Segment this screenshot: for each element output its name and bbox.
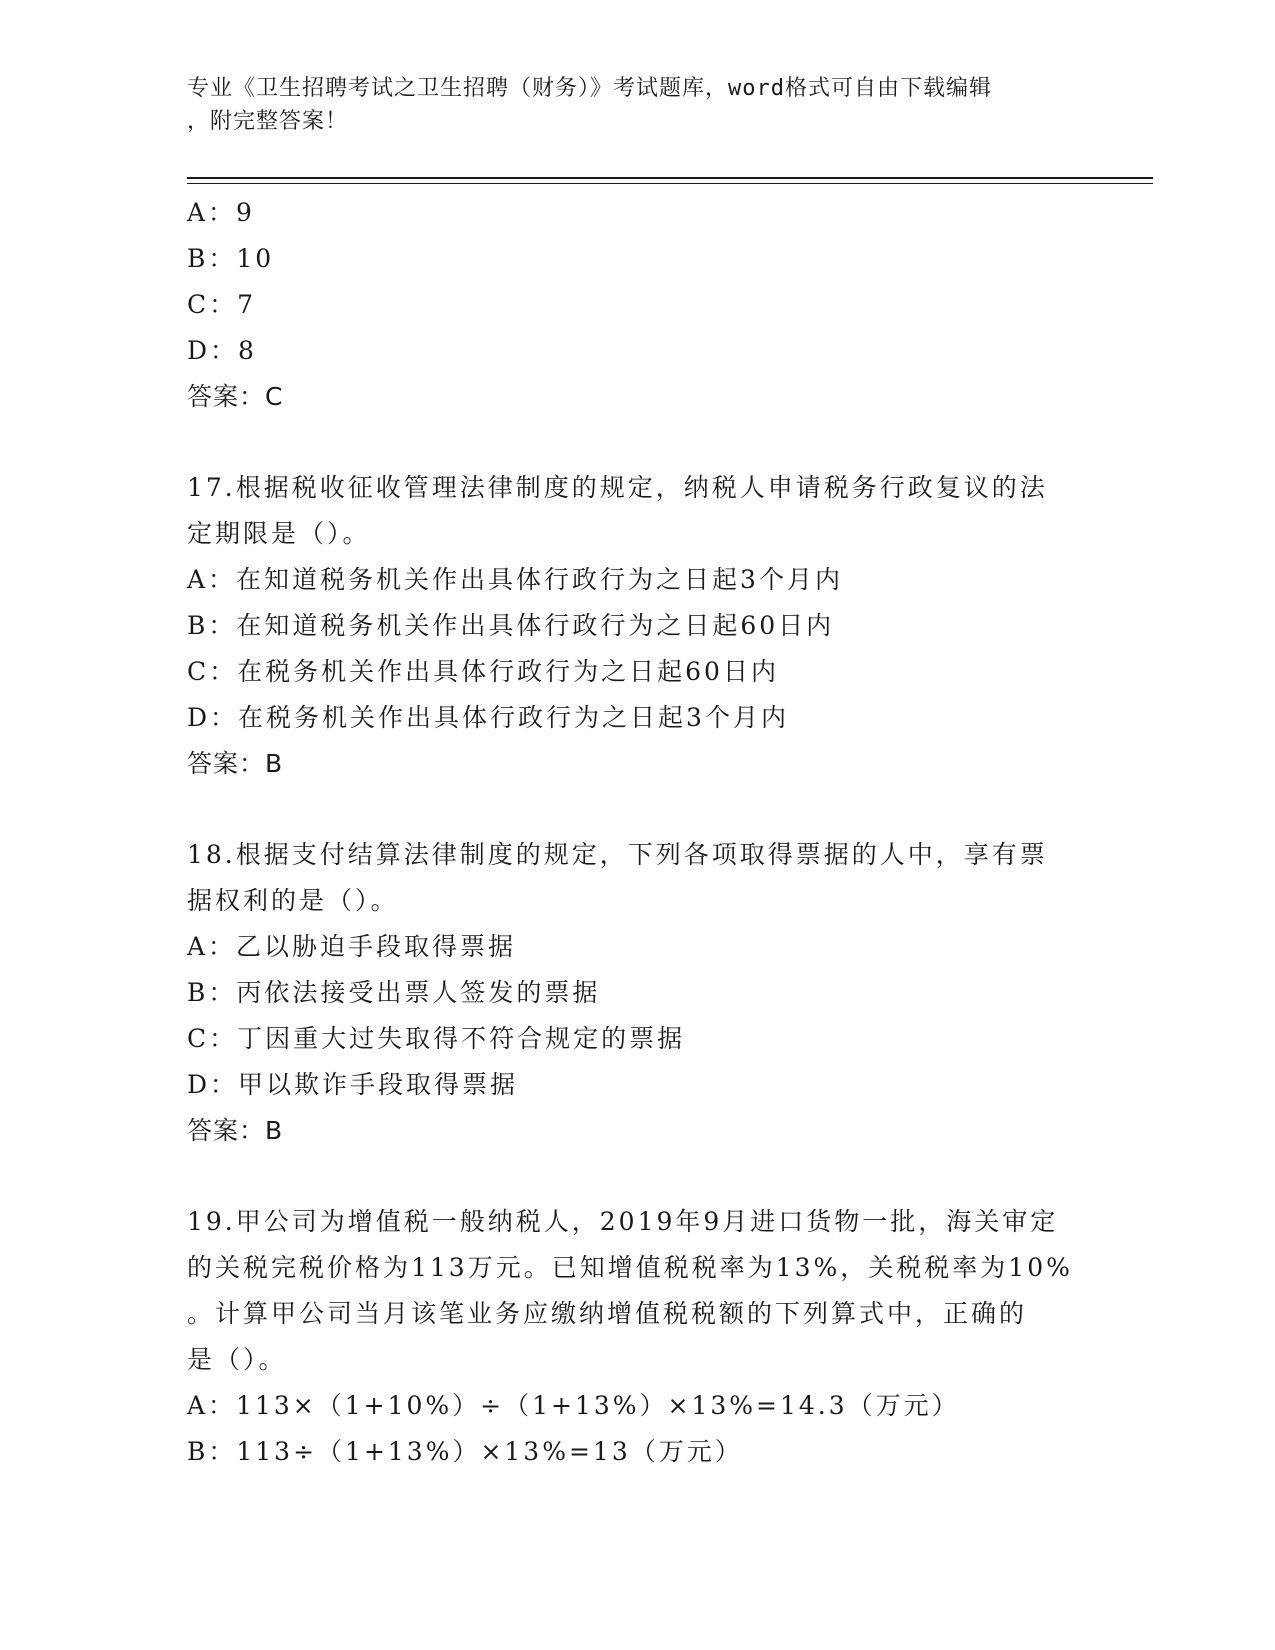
q17-answer: 答案：B [187, 749, 284, 778]
question-17-block [187, 465, 1087, 787]
q18-option-a: A：乙以胁迫手段取得票据 [187, 932, 517, 961]
q19-option-a: A：113×（1+10%）÷（1+13%）×13%=14.3（万元） [187, 1391, 960, 1420]
q17-question-line-2: 定期限是（）。 [187, 519, 371, 548]
q19-option-b: B：113÷（1+13%）×13%=13（万元） [187, 1437, 743, 1466]
q16-answer: 答案：C [187, 382, 284, 411]
question-content [187, 190, 1087, 1475]
question-16-block [187, 190, 1087, 420]
spacer [187, 420, 1087, 465]
header-divider-thick [187, 177, 1153, 179]
q17-option-a: A：在知道税务机关作出具体行政行为之日起3个月内 [187, 565, 843, 594]
q16-option-a: A：9 [187, 198, 255, 227]
q18-option-b: B：丙依法接受出票人签发的票据 [187, 978, 601, 1007]
question-19-block [187, 1199, 1087, 1475]
q18-option-c: C：丁因重大过失取得不符合规定的票据 [187, 1024, 686, 1053]
question-18-block [187, 832, 1087, 1154]
q17-option-b: B：在知道税务机关作出具体行政行为之日起60日内 [187, 611, 835, 640]
q18-option-d: D：甲以欺诈手段取得票据 [187, 1070, 519, 1099]
q17-option-d: D：在税务机关作出具体行政行为之日起3个月内 [187, 703, 789, 732]
q18-question-line-1: 18.根据支付结算法律制度的规定，下列各项取得票据的人中，享有票 [187, 840, 1048, 869]
header-line-1: 专业《卫生招聘考试之卫生招聘（财务）》考试题库，word格式可自由下载编辑 [187, 76, 992, 101]
header-line-2: ，附完整答案！ [187, 109, 349, 134]
q16-option-b: B：10 [187, 244, 275, 273]
header-divider-thin [187, 183, 1153, 184]
spacer [187, 787, 1087, 832]
q19-question-line-4: 是（）。 [187, 1345, 287, 1374]
q19-question-line-2: 的关税完税价格为113万元。已知增值税税率为13%，关税税率为10% [187, 1253, 1073, 1282]
spacer [187, 1154, 1087, 1199]
document-header [187, 72, 1077, 138]
q16-option-c: C：7 [187, 290, 257, 319]
q18-answer: 答案：B [187, 1116, 284, 1145]
q16-option-d: D：8 [187, 336, 257, 365]
q17-question-line-1: 17.根据税收征收管理法律制度的规定，纳税人申请税务行政复议的法 [187, 473, 1048, 502]
q17-option-c: C：在税务机关作出具体行政行为之日起60日内 [187, 657, 779, 686]
q18-question-line-2: 据权利的是（）。 [187, 886, 399, 915]
q19-question-line-1: 19.甲公司为增值税一般纳税人，2019年9月进口货物一批，海关审定 [187, 1207, 1059, 1236]
q19-question-line-3: 。计算甲公司当月该笔业务应缴纳增值税税额的下列算式中，正确的 [187, 1299, 1028, 1328]
